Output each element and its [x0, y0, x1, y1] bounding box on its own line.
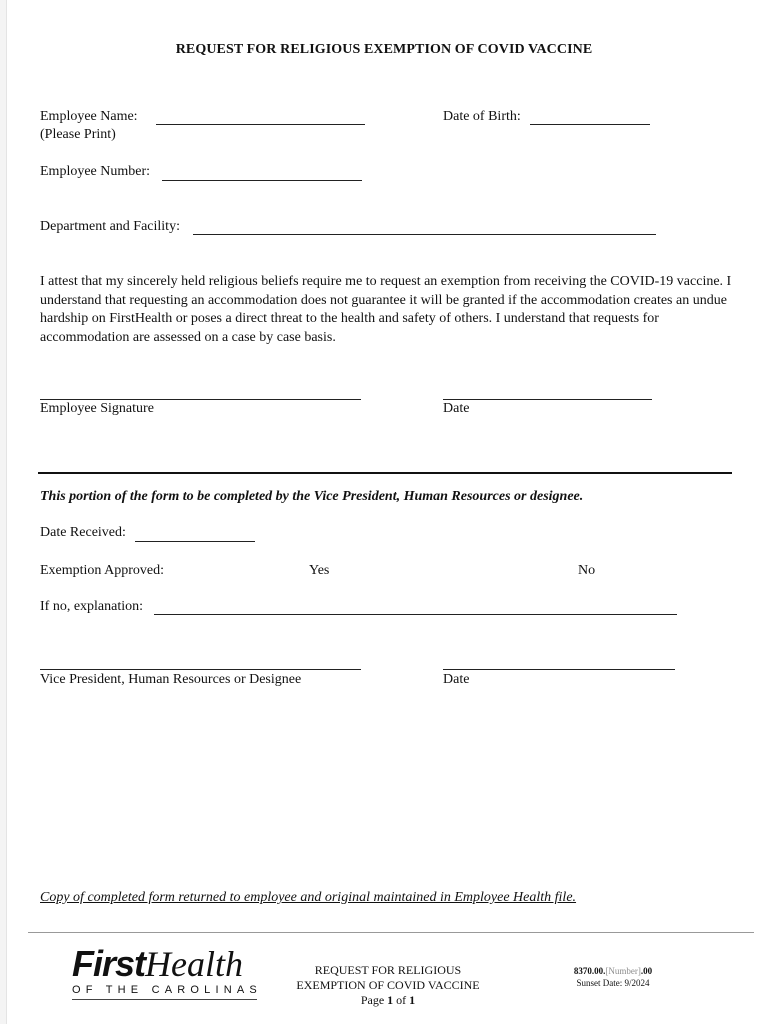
dob-label: Date of Birth:	[443, 109, 521, 124]
date-received-field[interactable]	[135, 528, 255, 542]
date-received-label: Date Received:	[40, 525, 126, 540]
page-number	[278, 993, 498, 1008]
logo-health-text: Health	[145, 944, 243, 984]
dob-field[interactable]	[530, 110, 650, 125]
vp-signature-label: Vice President, Human Resources or Designee	[40, 672, 302, 687]
footer-title-line2: EXEMPTION OF COVID VACCINE	[296, 978, 480, 992]
employee-name-label: Employee Name:	[40, 109, 138, 124]
employee-signature-field[interactable]	[40, 399, 361, 400]
please-print-label: (Please Print)	[40, 127, 116, 142]
section-divider	[38, 472, 732, 474]
department-label: Department and Facility:	[40, 219, 180, 234]
vp-signature-field[interactable]	[40, 669, 361, 670]
employee-number-field[interactable]	[162, 166, 362, 181]
page-prefix: Page	[360, 993, 388, 1007]
attestation-paragraph: I attest that my sincerely held religious beliefs require me to request an exemption from receiving the COVID-19 vaccine. I understand that requesting an accommodation does not guarantee it will be granted if the accommodation creates an undue hardship on FirstHealth or poses a direct threat to the health and safety of others. I understand that requests for accommodation are assessed on a case by case basis.	[40, 274, 732, 345]
footer-title-line1: REQUEST FOR RELIGIOUS	[314, 963, 462, 977]
employee-name-field[interactable]	[156, 110, 365, 125]
page-edge	[0, 0, 7, 1024]
form-title: REQUEST FOR RELIGIOUS EXEMPTION OF COVID VACCINE	[175, 42, 593, 57]
document-code	[548, 965, 678, 977]
approved-no-option[interactable]: No	[578, 563, 596, 578]
page-of: of	[393, 993, 410, 1007]
footer-divider	[28, 932, 754, 933]
approved-yes-option[interactable]: Yes	[309, 563, 330, 578]
exemption-approved-label: Exemption Approved:	[40, 563, 165, 578]
copy-retention-note: Copy of completed form returned to employee and original maintained in Employee Health file.	[40, 890, 577, 905]
employee-signature-label: Employee Signature	[40, 401, 154, 416]
department-field[interactable]	[193, 220, 656, 235]
page-total: 1	[409, 993, 416, 1007]
doc-code-number: [Number]	[605, 966, 641, 976]
explanation-field[interactable]	[154, 600, 677, 615]
hr-instruction: This portion of the form to be completed by the Vice President, Human Resources or designee.	[40, 489, 584, 504]
signature-date-label: Date	[443, 401, 470, 416]
document-code-block	[548, 965, 678, 989]
signature-date-field[interactable]	[443, 399, 652, 400]
vp-date-label: Date	[443, 672, 470, 687]
firsthealth-logo	[72, 944, 243, 984]
employee-number-label: Employee Number:	[40, 164, 151, 179]
doc-code-prefix: 8370.00.	[573, 966, 606, 976]
vp-date-field[interactable]	[443, 669, 675, 670]
sunset-date: Sunset Date: 9/2024	[576, 978, 650, 988]
explanation-label: If no, explanation:	[40, 599, 144, 614]
page-current: 1	[387, 993, 394, 1007]
logo-underline	[72, 999, 257, 1000]
doc-code-suffix: .00	[640, 966, 653, 976]
logo-first-text: First	[72, 943, 146, 984]
footer-document-title	[278, 963, 498, 1008]
logo-subtitle: OF THE CAROLINAS	[72, 984, 262, 996]
